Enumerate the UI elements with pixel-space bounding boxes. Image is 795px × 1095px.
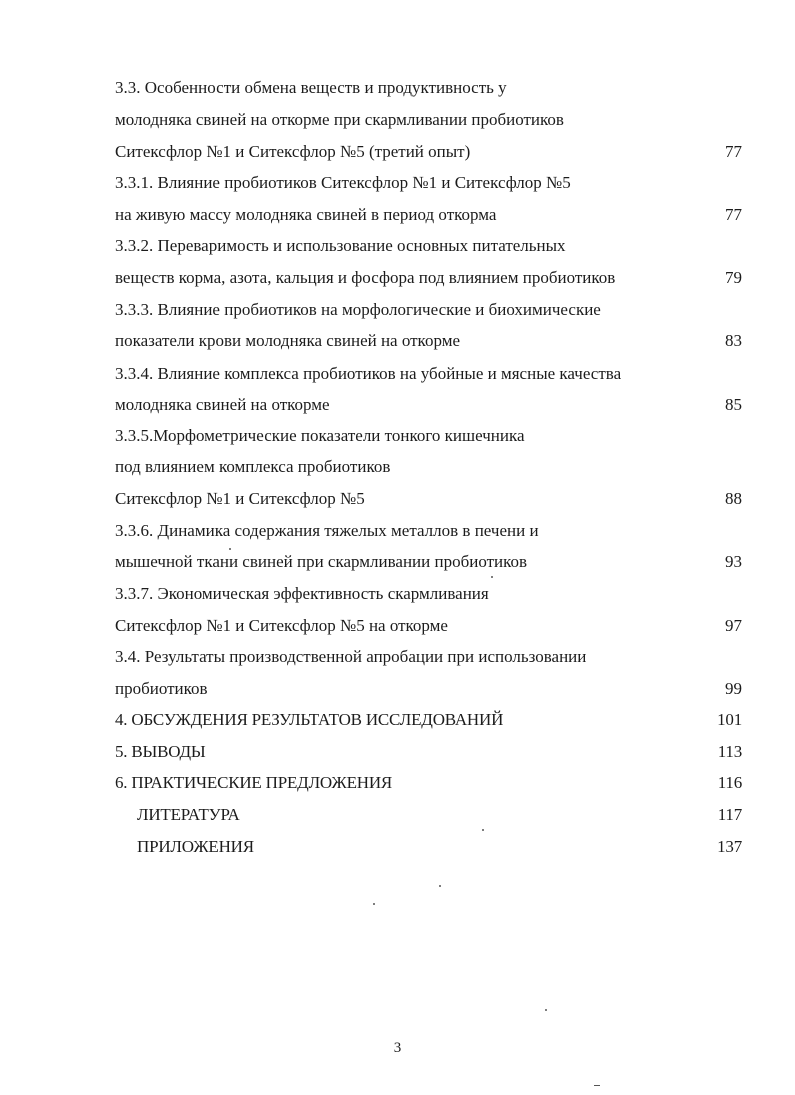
toc-entry-text: 3.3.1. Влияние пробиотиков Ситексфлор №1 и Ситексфлор №5 <box>115 173 571 192</box>
toc-entry-text: 3.3.4. Влияние комплекса пробиотиков на убойные и мясные качества <box>115 364 622 383</box>
toc-entry-6 <box>115 771 742 795</box>
toc-entry-3-3-6-line2 <box>115 550 742 574</box>
toc-entry-3-3-line3 <box>115 140 742 164</box>
toc-entry-text: Ситексфлор №1 и Ситексфлор №5 <box>115 489 365 508</box>
toc-entry-text: молодняка свиней на откорме <box>115 395 330 414</box>
toc-page-number: 116 <box>717 773 742 792</box>
toc-page-number: 99 <box>725 679 742 698</box>
toc-entry-text: 3.3. Особенности обмена веществ и продуктивность у <box>115 78 507 97</box>
toc-entry-text: 3.3.2. Переваримость и использование основных питательных <box>115 236 566 255</box>
toc-entry-3-3-2-line1 <box>115 234 742 258</box>
page-number: 3 <box>393 1040 402 1056</box>
toc-page-number: 101 <box>717 710 742 729</box>
toc-entry-text: пробиотиков <box>115 679 208 698</box>
toc-page-number: 93 <box>725 552 742 571</box>
toc-entry-text: веществ корма, азота, кальция и фосфора под влиянием пробиотиков <box>115 268 616 287</box>
toc-entry-text: Ситексфлор №1 и Ситексфлор №5 на откорме <box>115 616 448 635</box>
toc-entry-3-3-1-line1 <box>115 171 742 195</box>
toc-entry-text: под влиянием комплекса пробиотиков <box>115 457 391 476</box>
toc-page-number: 77 <box>725 142 742 161</box>
toc-entry-3-3-line1 <box>115 76 742 100</box>
toc-entry-3-3-2-line2 <box>115 266 742 290</box>
toc-entry-text: показатели крови молодняка свиней на откорме <box>115 331 460 350</box>
toc-page-number: 85 <box>725 395 742 414</box>
toc-page-number: 113 <box>717 742 742 761</box>
scan-speck <box>229 548 231 550</box>
toc-entry-text: Ситексфлор №1 и Ситексфлор №5 (третий опыт) <box>115 142 471 161</box>
toc-entry-3-3-7-line1 <box>115 582 742 606</box>
toc-entry-3-3-5-line1 <box>115 424 742 448</box>
toc-entry-appendices <box>137 835 742 859</box>
toc-entry-3-3-1-line2 <box>115 203 742 227</box>
toc-entry-text: 3.4. Результаты производственной апробации при использовании <box>115 647 587 666</box>
toc-entry-text: 5. ВЫВОДЫ <box>115 742 206 761</box>
scan-speck <box>439 885 441 887</box>
toc-page-number: 79 <box>725 268 742 287</box>
toc-entry-text: молодняка свиней на откорме при скармливании пробиотиков <box>115 110 564 129</box>
toc-entry-3-4-line1 <box>115 645 742 669</box>
toc-entry-literature <box>137 803 742 827</box>
toc-page-number: 88 <box>725 489 742 508</box>
scan-speck <box>373 903 375 905</box>
scan-speck <box>491 576 493 578</box>
toc-entry-text: мышечной ткани свиней при скармливании пробиотиков <box>115 552 528 571</box>
toc-entry-3-3-4-line2 <box>115 393 742 417</box>
scan-speck <box>545 1009 547 1011</box>
toc-page-number: 77 <box>725 205 742 224</box>
toc-entry-3-3-5-line3 <box>115 487 742 511</box>
toc-page-number: 137 <box>717 837 742 856</box>
toc-entry-text: 4. ОБСУЖДЕНИЯ РЕЗУЛЬТАТОВ ИССЛЕДОВАНИЙ <box>115 710 504 729</box>
toc-entry-3-3-3-line1 <box>115 298 742 322</box>
toc-entry-text: на живую массу молодняка свиней в период откорма <box>115 205 497 224</box>
toc-page-number: 97 <box>725 616 742 635</box>
toc-entry-3-3-line2 <box>115 108 742 132</box>
toc-page-number: 83 <box>725 331 742 350</box>
toc-entry-3-4-line2 <box>115 677 742 701</box>
toc-entry-3-3-3-line2 <box>115 329 742 353</box>
toc-entry-text: 3.3.3. Влияние пробиотиков на морфологические и биохимические <box>115 300 601 319</box>
toc-entry-4 <box>115 708 742 732</box>
toc-page-number: 117 <box>717 805 742 824</box>
toc-entry-5 <box>115 740 742 764</box>
scan-speck <box>594 1085 600 1086</box>
toc-entry-3-3-4-line1 <box>115 362 742 386</box>
toc-entry-text: 3.3.5.Морфометрические показатели тонкого кишечника <box>115 426 525 445</box>
toc-entry-3-3-6-line1 <box>115 519 742 543</box>
toc-entry-text: 3.3.7. Экономическая эффективность скармливания <box>115 584 489 603</box>
toc-entry-text: ПРИЛОЖЕНИЯ <box>137 837 254 856</box>
toc-entry-text: 3.3.6. Динамика содержания тяжелых металлов в печени и <box>115 521 539 540</box>
toc-entry-text: 6. ПРАКТИЧЕСКИЕ ПРЕДЛОЖЕНИЯ <box>115 773 393 792</box>
toc-entry-text: ЛИТЕРАТУРА <box>137 805 240 824</box>
toc-entry-3-3-7-line2 <box>115 614 742 638</box>
scan-speck <box>482 829 484 831</box>
toc-entry-3-3-5-line2 <box>115 455 742 479</box>
